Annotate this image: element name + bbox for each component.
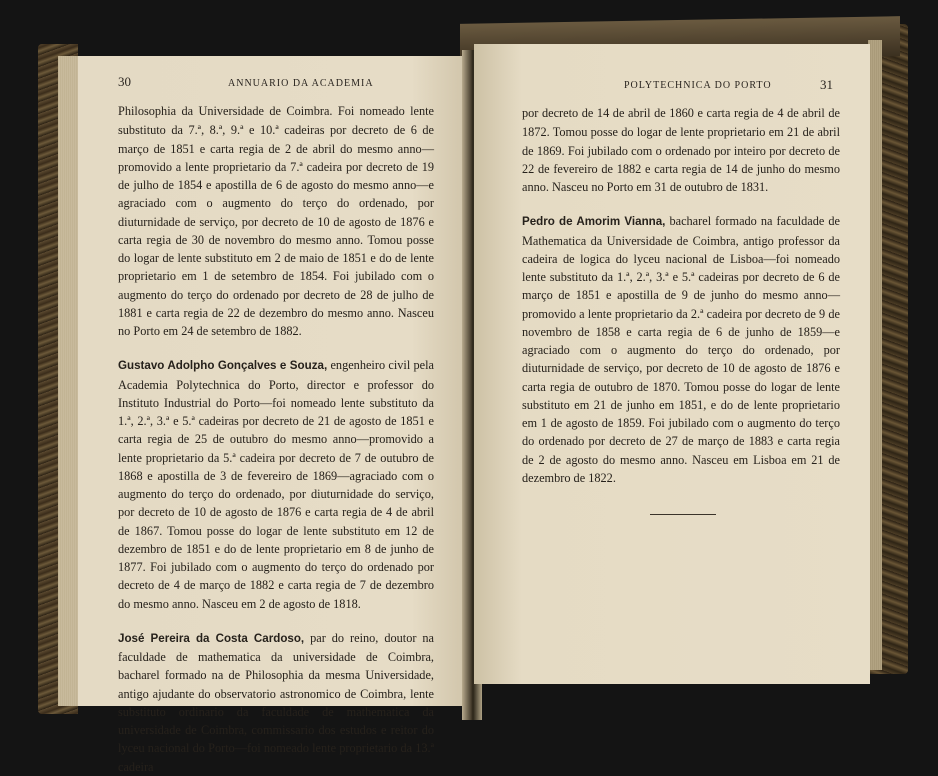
paragraph [118, 102, 434, 340]
running-head-left: ANNUARIO DA ACADEMIA [228, 78, 374, 89]
section-end-rule [650, 514, 716, 515]
right-page [474, 44, 870, 684]
left-page-body [118, 102, 434, 776]
paragraph [522, 212, 840, 487]
running-head-right: POLYTECHNICA DO PORTO [624, 80, 772, 91]
left-page [78, 56, 470, 774]
paragraph-text: par do reino, doutor na faculdade de mathematica da universidade de Coimbra, bacharel formado na de Philosophia da mesma Universidade, antigo ajudante do observatorio astronomico de Coimbra, lente substituto ordinario da faculdade de mathematica da universidade de Coimbra, commissario dos estudos e reitor do lyceu nacional do Porto—foi nomeado lente proprietario da 13.ª cadeira [118, 630, 434, 774]
paragraph [118, 356, 434, 613]
page-number-left: 30 [118, 74, 131, 89]
paragraph-text: bacharel formado na faculdade de Mathematica da Universidade de Coimbra, antigo professor da cadeira de logica do lyceu nacional de Lisboa—foi nomeado lente substituto da 1.ª, 2.ª, 3.ª e 5.ª cadeiras por decreto de 6 de março de 1851 e apostilla de 9 de junho do mesmo anno—promovido a lente proprietario da 2.ª cadeira por decreto de 9 de novembro de 1858 e carta regia de 6 de junho de 1859—e agraciado com o augmento do terço do ordenado, por diuturnidade de serviço, por decreto de 10 de agosto de 1876 e carta regia de outubro de 1870. Tomou posse do logar de lente substituto em 21 de junho em 1851, e do de lente proprietario em 1 de agosto de 1859. Foi jubilado com o augmento do terço do ordenado por decreto de 27 de março de 1883 e carta regia de 2 de agosto do mesmo anno. Nasceu em Lisboa em 21 de dezembro de 1822. [522, 214, 840, 485]
page-number-right: 31 [820, 77, 833, 92]
person-name: Gustavo Adolpho Gonçalves e Souza, [118, 359, 328, 373]
page-stack-right [868, 40, 882, 670]
right-page-body [522, 104, 840, 487]
page-stack-left [58, 56, 80, 706]
person-name: Pedro de Amorim Vianna, [522, 215, 666, 229]
person-name: José Pereira da Costa Cardoso, [118, 631, 305, 645]
paragraph-text: Philosophia da Universidade de Coimbra. Foi nomeado lente substituto da 7.ª, 8.ª, 9.ª e 10.ª cadeiras por decreto de 6 de março de 1851 e carta regia de 2 de abril do mesmo anno—promovido a lente proprietario da 7.ª cadeira por decreto de 19 de julho de 1854 e apostilla de 6 de agosto do mesmo anno—e agraciado com o augmento do terço do ordenado, por diuturnidade de serviço, por decreto de 10 de agosto de 1876 e carta regia de 30 de novembro do mesmo anno. Tomou posse do logar de lente substituto em 2 de maio de 1851 e do de lente proprietario em 1 de setembro de 1854. Foi jubilado com o augmento do terço do ordenado por decreto de 28 de julho de 1881 e carta regia de 22 de dezembro do mesmo anno. Nasceu no Porto em 24 de setembro de 1882. [118, 104, 434, 338]
paragraph-text: engenheiro civil pela Academia Polytechnica do Porto, director e professor do Instituto Industrial do Porto—foi nomeado lente substituto da 1.ª, 2.ª, 3.ª e 5.ª cadeiras por decreto de 21 de agosto de 1851 e carta regia de 25 de outubro do mesmo anno—promovido a lente proprietario da 5.ª cadeira por decreto de 7 de outubro de 1868 e apostilla de 3 de fevereiro de 1869—agraciado com o augmento do terço do ordenado, por diuturnidade do serviço, por decreto de 10 de agosto de 1876 e carta regia de 4 de abril de 1867. Tomou posse do logar de lente substituto em 12 de dezembro de 1851 e do de lente proprietario em 8 de junho de 1877. Foi jubilado com o augmento do terço do ordenado por decreto de 4 de março de 1882 e carta regia de 7 de dezembro do mesmo anno. Nasceu em 2 de agosto de 1818. [118, 358, 435, 611]
paragraph-text: por decreto de 14 de abril de 1860 e carta regia de 4 de abril de 1872. Tomou posse do logar de lente proprietario em 21 de abril de 1869. Foi jubilado com o ordenado por inteiro por decreto de 22 de fevereiro de 1882 e carta regia de 14 de junho do mesmo anno. Nasceu no Porto em 31 de outubro de 1831. [522, 106, 840, 194]
paragraph [522, 104, 840, 196]
paragraph [118, 629, 434, 776]
